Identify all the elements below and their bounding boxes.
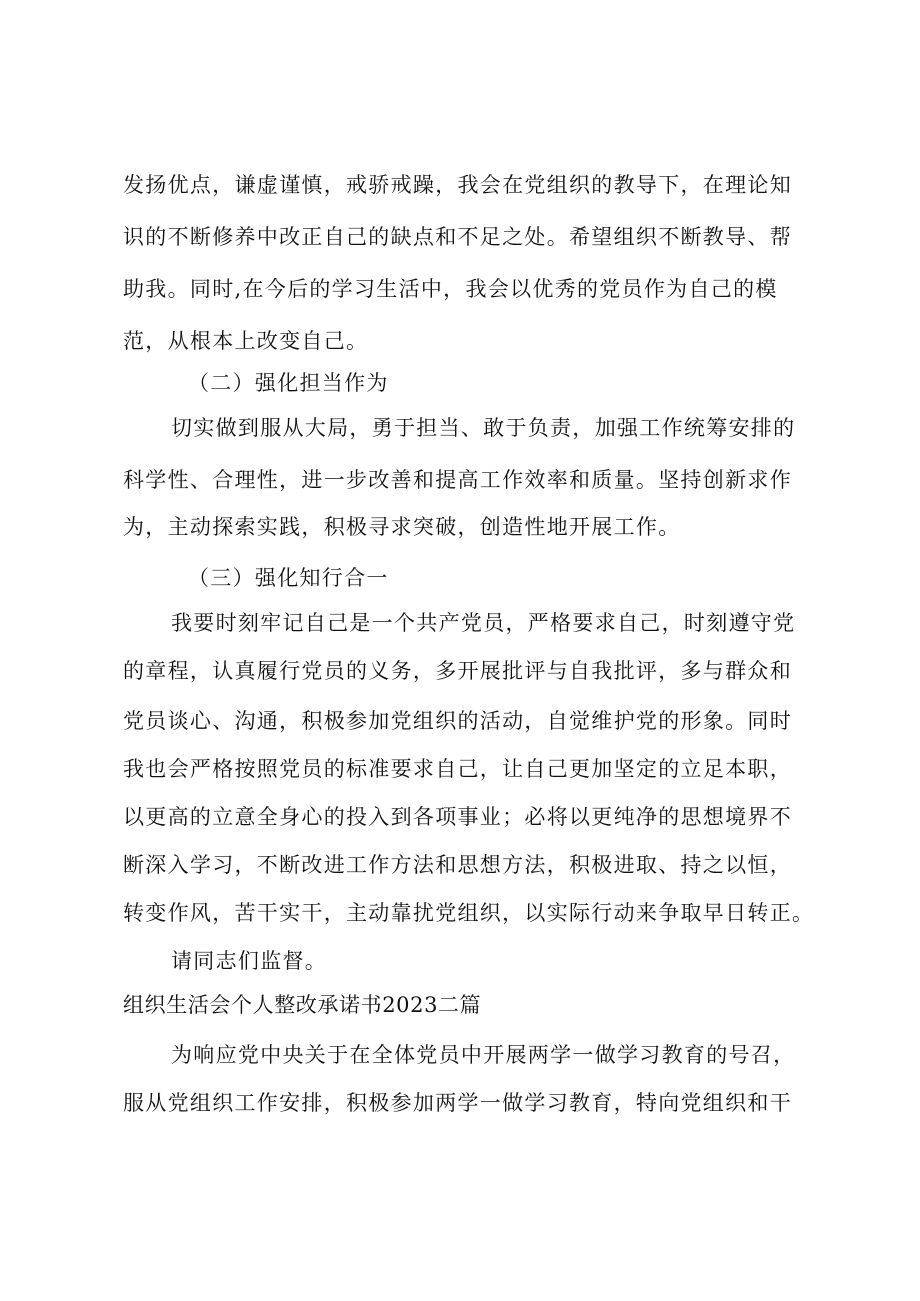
paragraph-line: 转变作风，苦干实干，主动靠扰党组织，以实际行动来争取早日转正。 [123, 901, 815, 925]
paragraph-line: 请同志们监督。 [171, 949, 328, 973]
paragraph-line: 我要时刻牢记自己是一个共产党员，严格要求自己，时刻遵守党 [171, 611, 796, 635]
section-heading: （三）强化知行合一 [188, 566, 389, 590]
paragraph-line: 为，主动探索实践，积极寻求突破，创造性地开展工作。 [123, 515, 681, 539]
paragraph-line: 科学性、合理性，进一步改善和提高工作效率和质量。坚持创新求作 [123, 468, 792, 492]
paragraph-line: 断深入学习，不断改进工作方法和思想方法，积极进取、持之以恒， [123, 853, 792, 877]
document-title: 组织生活会个人整改承诺书2023二篇 [123, 993, 482, 1017]
paragraph-line: 以更高的立意全身心的投入到各项事业；必将以更纯净的思想境界不 [123, 805, 792, 829]
paragraph-line: 切实做到服从大局，勇于担当、敢于负责，加强工作统筹安排的 [171, 416, 796, 440]
paragraph-line: 服从党组织工作安排，积极参加两学一做学习教育，特向党组织和干 [123, 1091, 792, 1115]
paragraph-line: 为响应党中央关于在全体党员中开展两学一做学习教育的号召， [171, 1043, 796, 1067]
paragraph-line: 助我。同时,在今后的学习生活中，我会以优秀的党员作为自己的模 [123, 277, 778, 301]
paragraph-line: 我也会严格按照党员的标准要求自己，让自己更加坚定的立足本职， [123, 757, 792, 781]
paragraph-line: 党员谈心、沟通，积极参加党组织的活动，自觉维护党的形象。同时 [123, 709, 792, 733]
section-heading: （二）强化担当作为 [188, 371, 389, 395]
paragraph-line: 发扬优点，谦虚谨慎，戒骄戒躁，我会在党组织的教导下，在理论知 [123, 173, 792, 197]
paragraph-line: 的章程，认真履行党员的义务，多开展批评与自我批评，多与群众和 [123, 659, 792, 683]
paragraph-line: 范，从根本上改变自己。 [123, 329, 369, 353]
paragraph-line: 识的不断修养中改正自己的缺点和不足之处。希望组织不断教导、帮 [123, 225, 792, 249]
